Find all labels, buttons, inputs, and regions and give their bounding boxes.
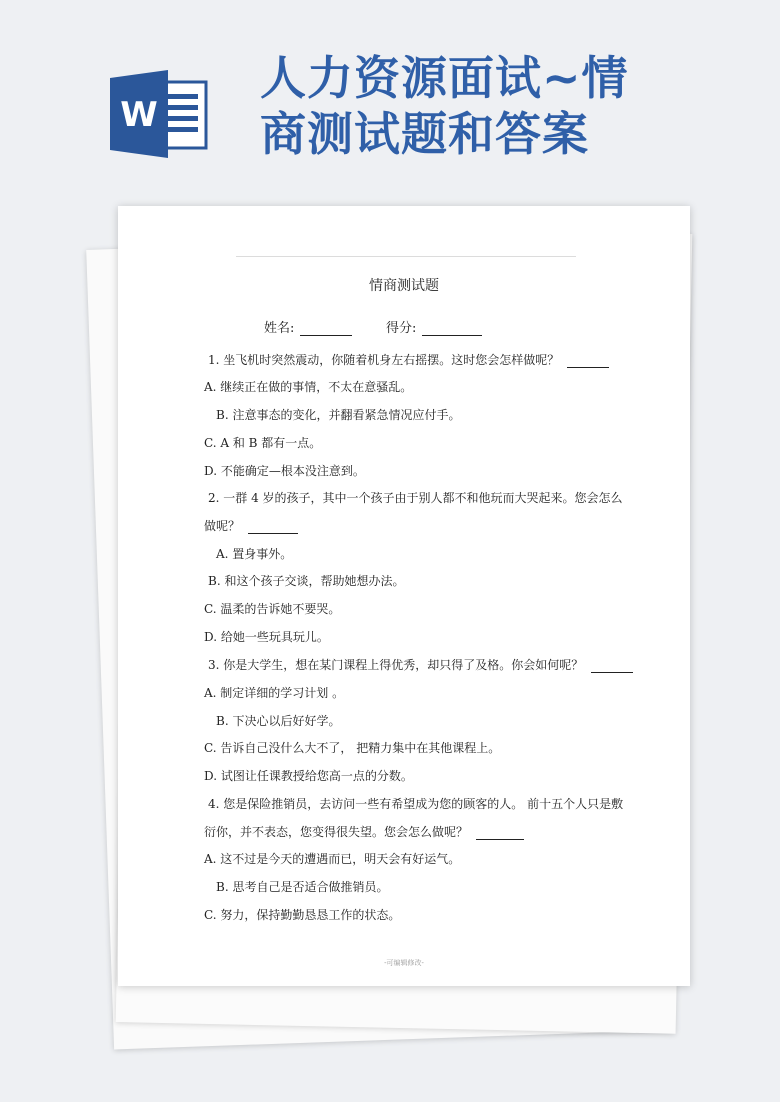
question-2-cont: 做呢？ — [204, 517, 298, 534]
page-headline — [260, 50, 680, 162]
score-field — [386, 317, 482, 336]
name-blank — [300, 321, 352, 336]
answer-blank — [476, 827, 524, 840]
answer-blank — [591, 660, 633, 673]
option-2b: B. 和这个孩子交谈，帮助她想办法。 — [208, 574, 405, 588]
word-icon-letter: W — [120, 95, 158, 135]
headline-line-2: 商测试题和答案 — [260, 107, 589, 161]
question-2: 2. 一群 4 岁的孩子，其中一个孩子由于别人都不和他玩而大哭起来。您会怎么 — [208, 491, 623, 505]
question-1: 1. 坐飞机时突然震动，你随着机身左右摇摆。这时您会怎样做呢？ — [208, 351, 609, 368]
option-1b: B. 注意事态的变化，并翻看紧急情况应付手。 — [216, 408, 461, 422]
score-blank — [422, 321, 482, 336]
option-1c: C. A 和 B 都有一点。 — [204, 436, 322, 450]
option-1d: D. 不能确定—根本没注意到。 — [204, 464, 365, 478]
word-document-icon — [108, 68, 208, 160]
document-title: 情商测试题 — [369, 278, 439, 294]
headline-line-1: 人力资源面试~情 — [260, 51, 629, 105]
score-label: 得分: — [386, 321, 417, 336]
option-2d: D. 给她一些玩具玩儿。 — [204, 630, 329, 644]
option-3b: B. 下决心以后好好学。 — [216, 714, 341, 728]
answer-blank — [567, 355, 609, 368]
document-page — [118, 206, 690, 986]
question-3: 3. 你是大学生，想在某门课程上得优秀，却只得了及格。你会如何呢？ — [208, 656, 633, 673]
option-3d: D. 试图让任课教授给您高一点的分数。 — [204, 769, 413, 783]
option-4b: B. 思考自己是否适合做推销员。 — [216, 880, 389, 894]
option-4c: C. 努力，保持勤勤恳恳工作的状态。 — [204, 908, 401, 922]
name-label: 姓名: — [264, 321, 295, 336]
question-4: 4. 您是保险推销员，去访问一些有希望成为您的顾客的人。 前十五个人只是敷 — [208, 797, 624, 811]
option-2a: A. 置身事外。 — [216, 547, 293, 561]
answer-blank — [248, 521, 298, 534]
option-3a: A. 制定详细的学习计划 。 — [204, 686, 345, 700]
page-footer: -可编辑修改- — [384, 959, 424, 967]
question-4-cont: 衍你，并不表态，您变得很失望。您会怎么做呢？ — [204, 823, 524, 840]
option-3c: C. 告诉自己没什么大不了， 把精力集中在其他课程上。 — [204, 741, 501, 755]
option-4a: A. 这不过是今天的遭遇而已，明天会有好运气。 — [204, 852, 461, 866]
option-2c: C. 温柔的告诉她不要哭。 — [204, 602, 341, 616]
name-field — [264, 317, 352, 336]
option-1a: A. 继续正在做的事情，不太在意骚乱。 — [204, 380, 413, 394]
header-rule — [236, 256, 576, 257]
